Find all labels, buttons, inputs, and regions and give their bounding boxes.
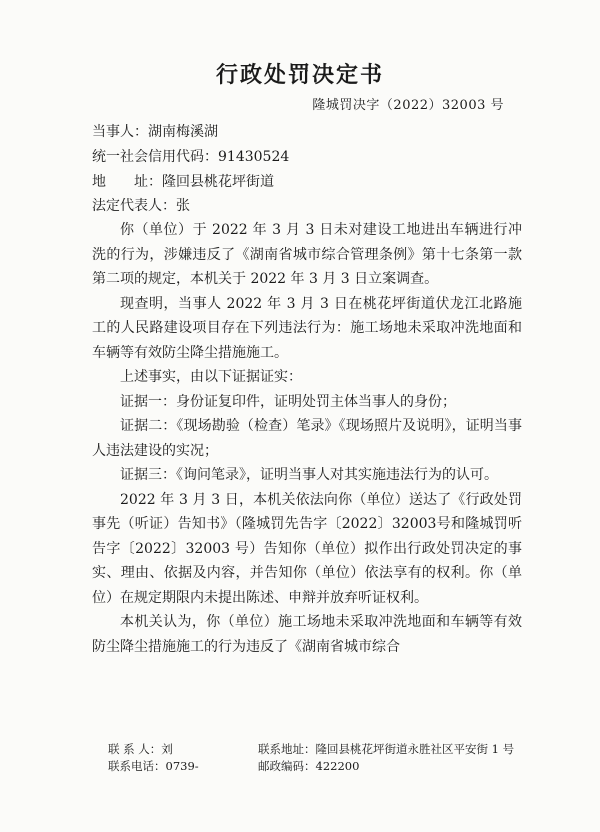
paragraph-findings: 现查明，当事人 2022 年 3 月 3 日在桃花坪街道伏龙江北路施工的人民路建设项目存在下列违法行为：施工场地未采取冲洗地面和车辆等有效防尘降尘措施施工。 bbox=[92, 295, 522, 361]
paragraph-notification: 2022 年 3 月 3 日，本机关依法向你（单位）送达了《行政处罚事先（听证）告知书》（隆城罚先告字〔2022〕32003号和隆城罚听告字〔2022〕32003 号）告知你（单位）拟作出行政处罚决定的事实、理由、依据及内容，并告知你（单位）依法享有的权利。你（单位）在规定期限内未提出陈述、申辩并放弃听证权利。 bbox=[92, 491, 522, 606]
party-rep-value: 张 bbox=[176, 198, 190, 214]
paragraph-case-filing: 你（单位）于 2022 年 3 月 3 日未对建设工地进出车辆进行冲洗的行为，涉嫌违反了《湖南省城市综合管理条例》第十七条第一款第二项的规定，本机关于 2022 年 3 月 3 日立案调查。 bbox=[92, 222, 522, 287]
party-rep-label: 法定代表人： bbox=[92, 198, 176, 214]
footer-contact-right bbox=[258, 741, 514, 775]
document-body bbox=[92, 218, 522, 659]
party-address-value: 隆回县桃花坪街道 bbox=[162, 174, 274, 190]
paragraph-evidence-3: 证据三：《询问笔录》，证明当事人对其实施违法行为的认可。 bbox=[120, 467, 498, 483]
party-address-label: 地 址： bbox=[92, 174, 162, 190]
paragraph-evidence-2: 证据二：《现场勘验（检查）笔录》《现场照片及说明》，证明当事人违法建设的实况； bbox=[92, 418, 522, 459]
postal-code: 邮政编码：422200 bbox=[258, 759, 360, 773]
paragraph-evidence-intro: 上述事实，由以下证据证实： bbox=[120, 369, 302, 385]
party-name-value: 湖南梅溪湖 bbox=[148, 124, 218, 140]
party-credit-value: 91430524 bbox=[218, 149, 290, 165]
party-rep-line bbox=[92, 194, 190, 218]
party-credit-label: 统一社会信用代码： bbox=[92, 149, 218, 165]
party-name-label: 当事人： bbox=[92, 124, 148, 140]
paragraph-conclusion: 本机关认为，你（单位）施工场地未采取冲洗地面和车辆等有效防尘降尘措施施工的行为违反了《湖南省城市综合 bbox=[92, 614, 522, 655]
party-credit-line bbox=[92, 145, 289, 169]
contact-phone: 联系电话：0739- bbox=[108, 759, 199, 773]
document-number: 隆城罚决字（2022）32003 号 bbox=[312, 98, 504, 113]
contact-address: 联系地址：隆回县桃花坪街道永胜社区平安街 1 号 bbox=[258, 742, 515, 756]
document-title: 行政处罚决定书 bbox=[215, 62, 384, 88]
contact-person: 联 系 人：刘 bbox=[108, 742, 173, 756]
party-name-line bbox=[92, 120, 218, 144]
paragraph-evidence-1: 证据一：身份证复印件，证明处罚主体当事人的身份； bbox=[120, 393, 456, 410]
footer-contact-left bbox=[108, 741, 199, 775]
party-address-line bbox=[92, 170, 274, 194]
